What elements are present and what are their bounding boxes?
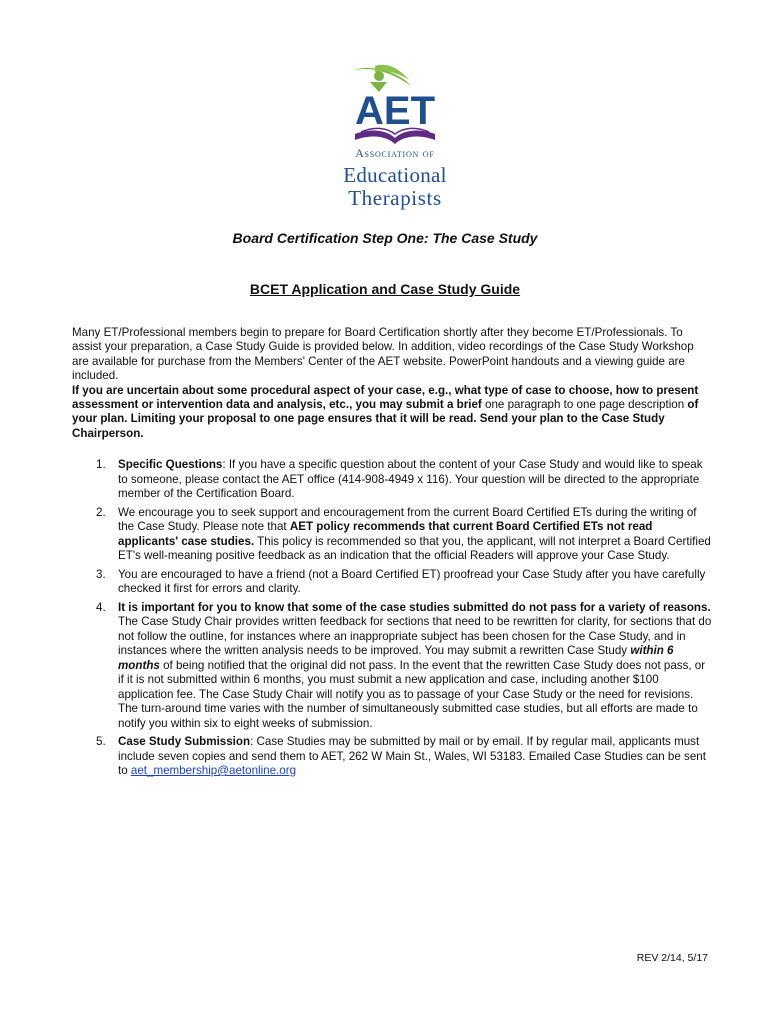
revision-note: REV 2/14, 5/17 (636, 952, 708, 964)
item-bold-italic: within 6 months (118, 644, 674, 672)
item-text: : If you have a specific question about the content of your Case Study and would like to speak to someone, please contact the AET office (414-908-4949 x 116). Your question will be directed to the appropriate member of the Certification Board. (118, 458, 703, 500)
list-number: 5. (96, 735, 106, 748)
item-text: The Case Study Chair provides written feedback for sections that need to be rewritten for clarity, for sections that do not follow the outline, for instances where an inappropriate subject has been chosen for the Case Study, and in instances where the written analysis needs to be improved. You may submit a rewritten Case Study (118, 615, 712, 657)
svg-text:AET: AET (355, 89, 435, 133)
item-text: This policy is recommended so that you, the applicant, will not interpret a Board Certified ET's well-meaning positive feedback as an indication that the official Readers will approve your Case Study. (118, 534, 711, 562)
item-text: of being notified that the original did not pass. In the event that the rewritten Case Study does not pass, or if it is not submitted within 6 months, you must submit a new application and case, including another $100 application fee. The Case Study Chair will notify you as to passage of your Case Study or the need for revisions. The turn-around time varies with the number of simultaneously submitted case studies, but all efforts are made to notify you within six to eight weeks of submission. (118, 658, 706, 730)
item-text: : Case Studies may be submitted by mail or by email. If by regular mail, applicants must include seven copies and send them to AET, 262 W Main St., Wales, WI 53183. Emailed Case Studies can be sent to (118, 735, 706, 777)
uncertain-bold-a: If you are uncertain about some procedural aspect of your case, e.g., what type of case to choose, how to present assessment or intervention data and analysis, etc., you may submit a brief (72, 383, 699, 412)
item-lead: Specific Questions (118, 458, 223, 471)
uncertain-bold-b: of your plan. Limiting your proposal to one page ensures that it will be read. Send your plan to the Case Study Chairperson. (72, 398, 699, 440)
logo-therapists-text: Therapists (348, 186, 442, 210)
list-item-submission (72, 735, 712, 779)
aet-logo-mark (315, 62, 475, 148)
item-text: You are encouraged to have a friend (not a Board Certified ET) proofread your Case Study after you have carefully checked it first for errors and clarity. (118, 567, 706, 595)
logo-educational-text: Educational (343, 163, 447, 187)
uncertain-normal: one paragraph to one page description (481, 398, 688, 412)
list-item-proofread (72, 568, 712, 597)
list-number: 1. (96, 458, 106, 471)
email-link[interactable]: aet_membership@aetonline.org (130, 764, 297, 777)
guide-list (72, 458, 712, 783)
list-number: 4. (96, 600, 106, 614)
guide-title: BCET Application and Case Study Guide (249, 281, 521, 297)
list-item-specific-questions (72, 458, 712, 502)
logo-association-text: Association of (355, 148, 435, 160)
list-number: 3. (96, 567, 106, 581)
item-bold: AET policy recommends that current Board Certified ETs not read applicants' case studies. (118, 520, 653, 548)
step-title: Board Certification Step One: The Case Study (232, 230, 538, 246)
list-item-not-pass (72, 601, 712, 732)
item-bold: It is important for you to know that some of the case studies submitted do not pass for a variety of reasons. (118, 600, 711, 614)
list-number: 2. (96, 505, 106, 519)
intro-paragraph: Many ET/Professional members begin to prepare for Board Certification shortly after they become ET/Professionals. To assist your preparation, a Case Study Guide is provided below. In addition, video recordings of the Case Study Workshop are available for purchase from the Members' Center of the AET website. PowerPoint handouts and a viewing guide are included. (72, 326, 694, 383)
uncertain-paragraph (72, 384, 712, 442)
item-lead: Case Study Submission (118, 735, 251, 748)
intro-section (72, 326, 712, 441)
list-item-support (72, 506, 712, 564)
aet-logo (315, 62, 475, 212)
item-text: We encourage you to seek support and encouragement from the current Board Certified ETs during the writing of the Case Study. Please note that (118, 505, 697, 533)
